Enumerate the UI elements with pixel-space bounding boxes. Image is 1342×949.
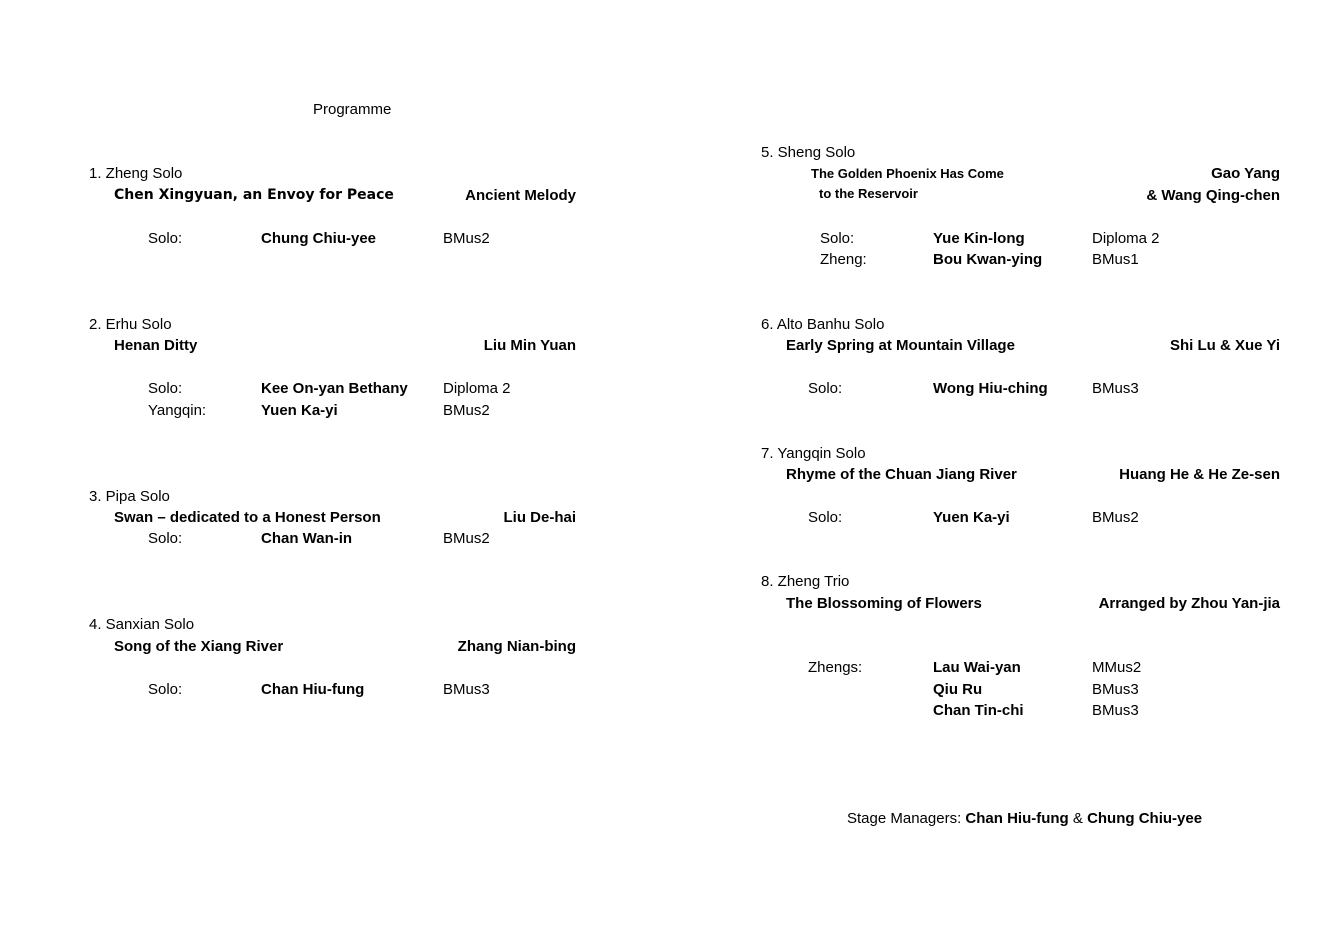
performer-name: Chan Wan-in [261, 530, 353, 547]
performer-level: Diploma 2 [1092, 230, 1160, 247]
performer-role: Solo: [148, 380, 183, 397]
performer-name: Kee On-yan Bethany [261, 380, 408, 397]
performer-name: Chan Hiu-fung [261, 681, 365, 698]
performer-level: BMus3 [1092, 380, 1139, 397]
performer-name: Chung Chiu-yee [261, 230, 376, 247]
performer-level: BMus1 [1092, 251, 1139, 268]
performer-level: Diploma 2 [443, 380, 511, 397]
performer-name: Yue Kin-long [933, 230, 1025, 247]
piece-title: Chen Xingyuan, an Envoy for Peace [114, 187, 394, 203]
item-heading: 2. Erhu Solo [89, 316, 172, 333]
performer-name: Lau Wai-yan [933, 659, 1021, 676]
stage-manager-name: Chan Hiu-fung [965, 810, 1069, 827]
piece-title: Swan – dedicated to a Honest Person [114, 509, 381, 526]
item-heading: 8. Zheng Trio [761, 573, 850, 590]
performer-level: BMus3 [443, 681, 490, 698]
composer: Ancient Melody [465, 187, 576, 204]
performer-role: Solo: [808, 380, 843, 397]
piece-title: Song of the Xiang River [114, 638, 284, 655]
programme-title: Programme [313, 101, 392, 118]
item-heading: 1. Zheng Solo [89, 165, 183, 182]
ampersand: & [1068, 810, 1088, 827]
item-heading: 5. Sheng Solo [761, 144, 856, 161]
performer-level: BMus2 [443, 402, 490, 419]
composer-line1: Gao Yang [1211, 165, 1280, 182]
performer-name: Bou Kwan-ying [933, 251, 1043, 268]
composer: Huang He & He Ze-sen [1119, 466, 1280, 483]
performer-level: BMus3 [1092, 681, 1139, 698]
performer-role: Solo: [820, 230, 855, 247]
performer-role: Solo: [148, 530, 183, 547]
piece-title: Early Spring at Mountain Village [786, 337, 1015, 354]
performer-level: BMus2 [443, 530, 490, 547]
piece-title-line1: The Golden Phoenix Has Come [811, 166, 1004, 181]
stage-managers-label: Stage Managers: [847, 810, 966, 827]
stage-manager-name: Chung Chiu-yee [1087, 810, 1203, 827]
composer: Shi Lu & Xue Yi [1169, 337, 1280, 354]
piece-title: The Blossoming of Flowers [786, 595, 982, 612]
performer-level: BMus3 [1092, 702, 1139, 719]
performer-level: BMus2 [443, 230, 490, 247]
performer-level: MMus2 [1092, 659, 1142, 676]
performer-name: Yuen Ka-yi [933, 509, 1010, 526]
composer: Arranged by Zhou Yan-jia [1098, 595, 1280, 612]
performer-level: BMus2 [1092, 509, 1139, 526]
composer: Liu De-hai [503, 509, 576, 526]
composer: Zhang Nian-bing [457, 638, 576, 655]
stage-managers-line [847, 810, 1202, 828]
composer-line2: & Wang Qing-chen [1146, 187, 1280, 204]
performer-role: Solo: [148, 230, 183, 247]
item-heading: 6. Alto Banhu Solo [761, 316, 885, 333]
performer-name: Qiu Ru [933, 681, 983, 698]
piece-title: Rhyme of the Chuan Jiang River [786, 466, 1017, 483]
piece-title-line2: to the Reservoir [819, 186, 918, 201]
piece-title: Henan Ditty [114, 337, 198, 354]
item-heading: 4. Sanxian Solo [89, 616, 195, 633]
performer-name: Yuen Ka-yi [261, 402, 338, 419]
performer-role: Solo: [808, 509, 843, 526]
performer-role: Zheng: [820, 251, 867, 268]
performer-role: Solo: [148, 681, 183, 698]
performer-name: Chan Tin-chi [933, 702, 1024, 719]
composer: Liu Min Yuan [483, 337, 576, 354]
performer-role: Yangqin: [148, 402, 207, 419]
item-heading: 7. Yangqin Solo [761, 445, 866, 462]
performer-name: Wong Hiu-ching [933, 380, 1048, 397]
item-heading: 3. Pipa Solo [89, 488, 170, 505]
performer-role: Zhengs: [808, 659, 863, 676]
